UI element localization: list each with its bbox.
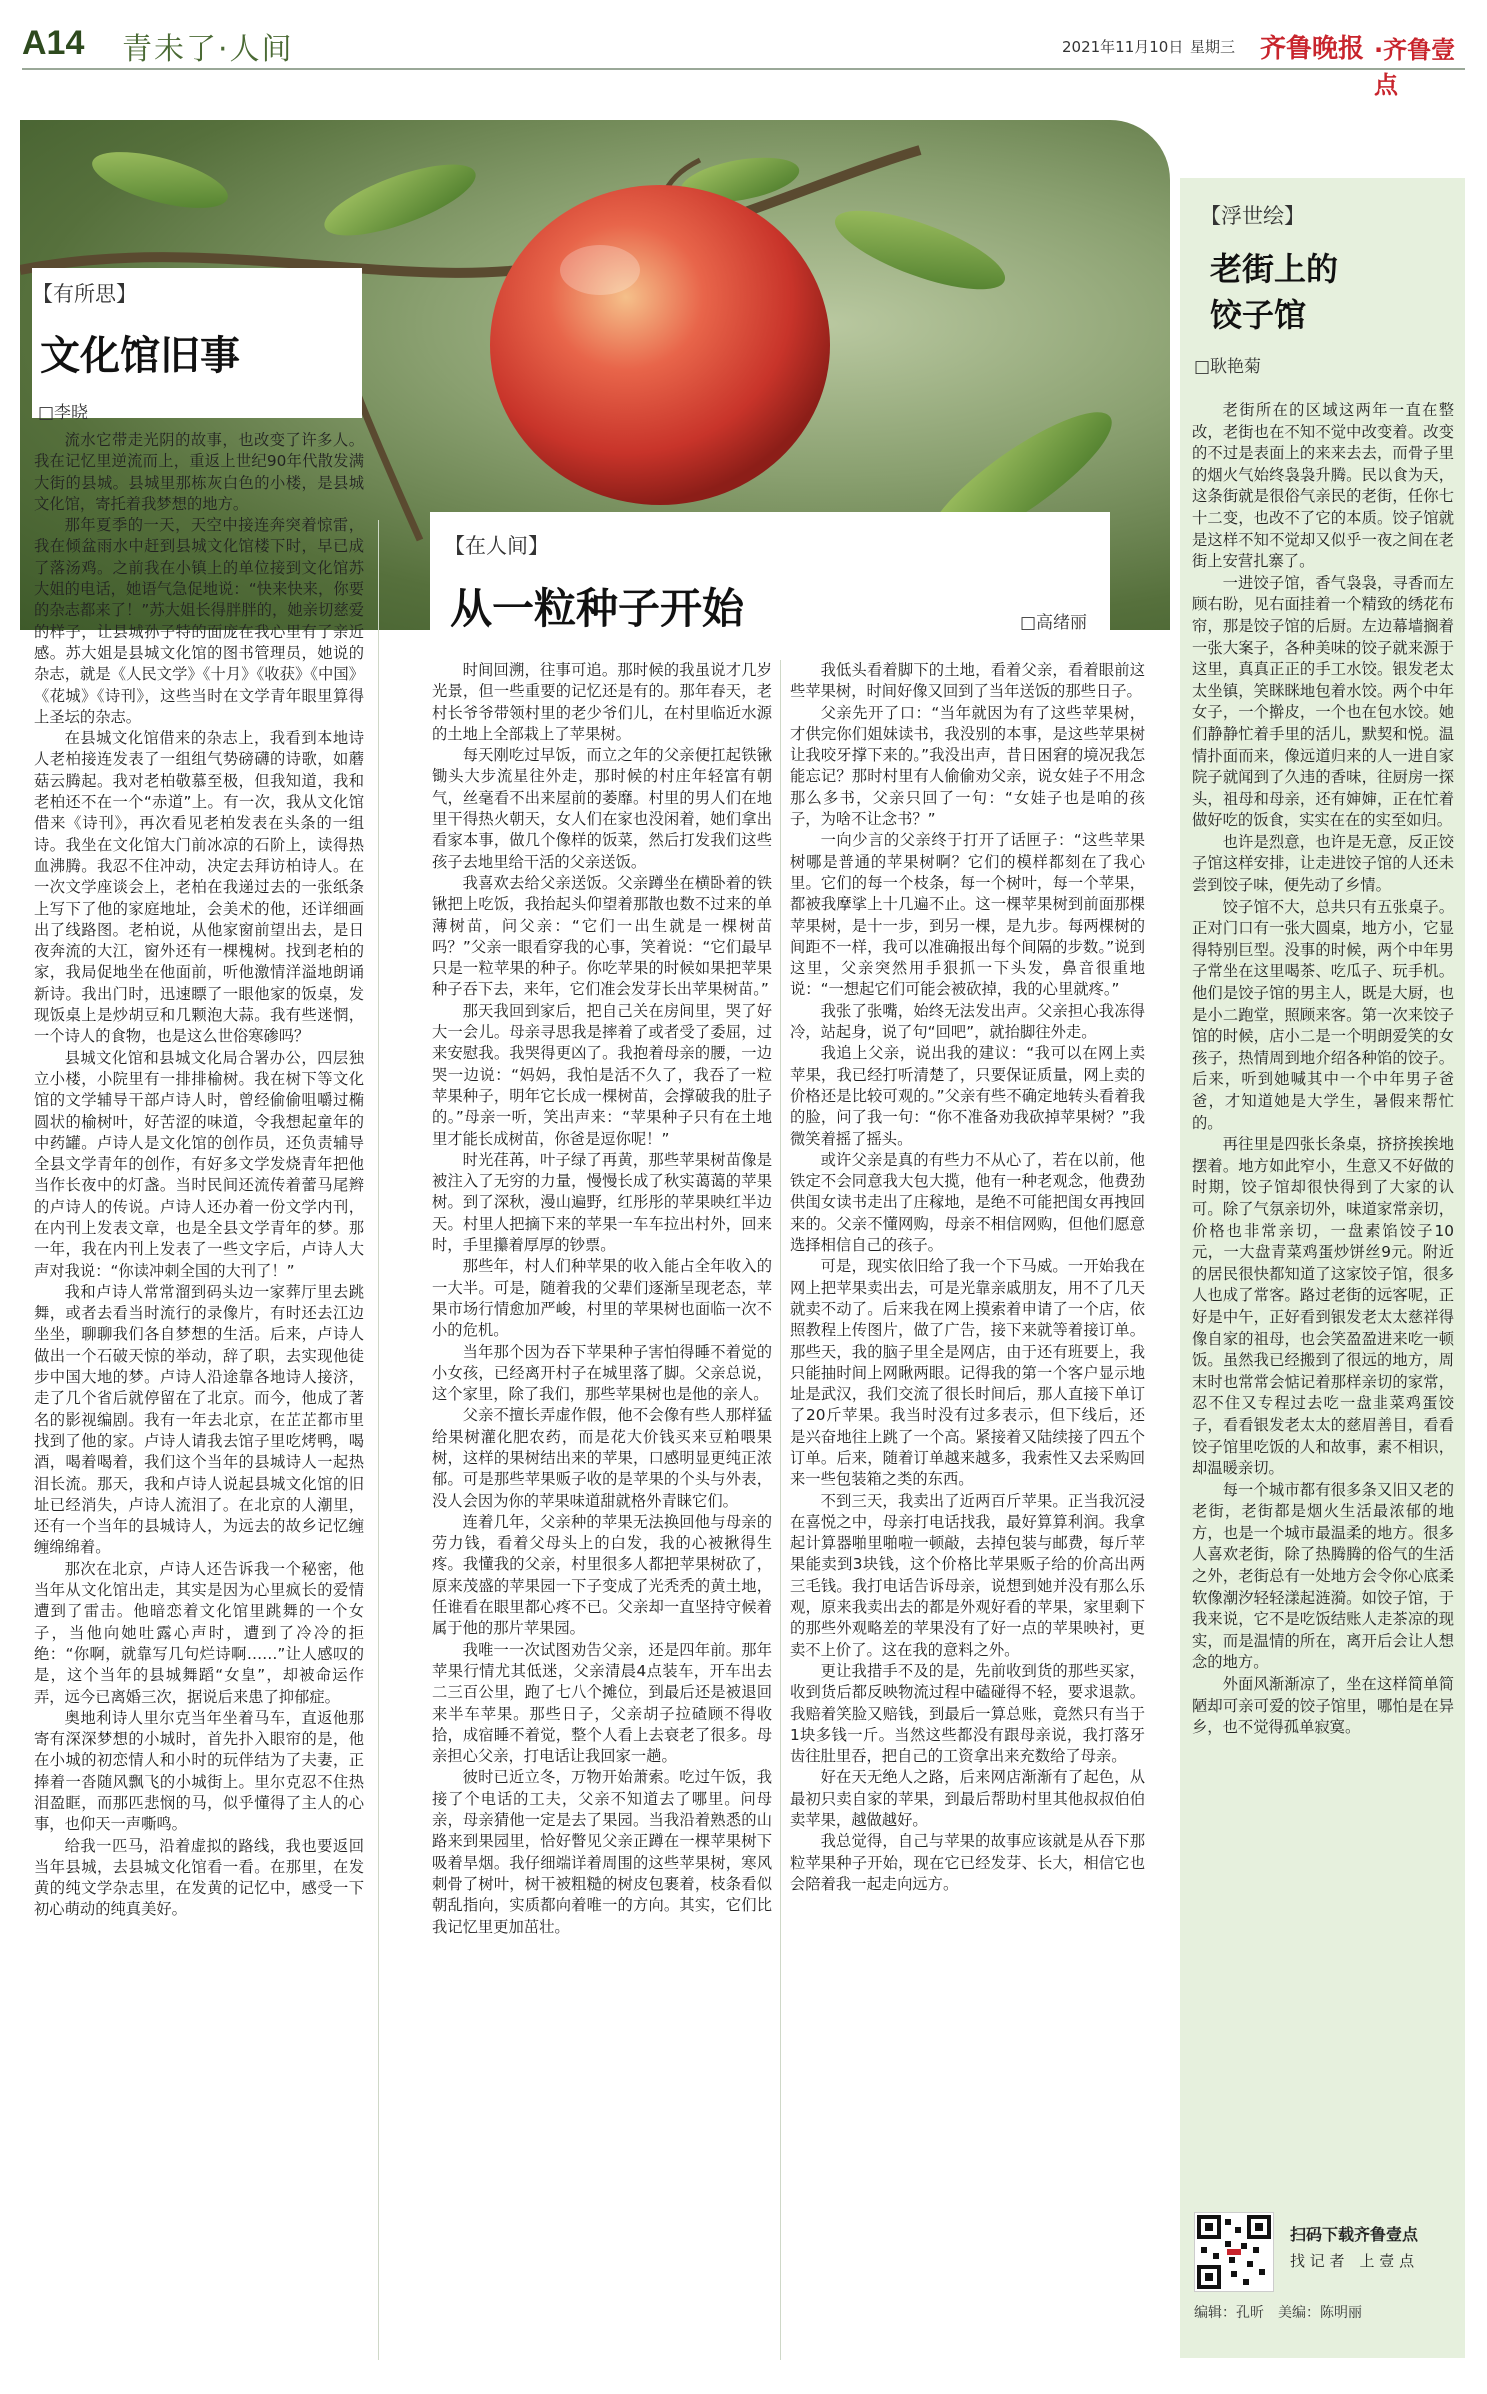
editor-credit: 编辑：孔昕 美编：陈明丽 [1194,2305,1362,2321]
article2-paragraph: 我张了张嘴，始终无法发出声。父亲担心我冻得冷，站起身，说了句“回吧”，就抬脚往外走。 [790,1001,1145,1042]
article2-paragraph: 或许父亲是真的有些力不从心了，若在以前，他铁定不会同意我大包大揽，他有一种老观念，他费劲供闺女读书走出了庄稼地，是绝不可能把闺女再拽回来的。父亲不懂网购，母亲不相信网购，但他们愿意选择相信自己的孩子。 [790,1150,1145,1255]
article1-paragraph: 在县城文化馆借来的杂志上，我看到本地诗人老柏接连发表了一组组气势磅礴的诗歌，如蘑菇云腾起。我对老柏敬慕至极，但我知道，我和老柏还不在一个“赤道”上。有一次，我从文化馆借来《诗刊》，再次看见老柏发表在头条的一组诗。我坐在文化馆大门前冰凉的石阶上，读得热血沸腾。我忍不住冲动，决定去拜访柏诗人。在一次文学座谈会上，老柏在我递过去的一张纸条上写下了他的家庭地址，会美术的他，还详细画出了线路图。老柏说，从他家窗前望出去，是日夜奔流的大江，窗外还有一棵槐树。找到老柏的家，我局促地坐在他面前，听他激情洋溢地朗诵新诗。我出门时，迅速瞟了一眼他家的饭桌，发现饭桌上是炒胡豆和几颗泡大蒜。我有些迷惘，一个诗人的食物，也是这么世俗寒碜吗？ [34,729,364,1046]
article2-paragraph: 我追上父亲，说出我的建议：“我可以在网上卖苹果，我已经打听清楚了，只要保证质量，网上卖的价格还是比较可观的。”父亲有些不确定地转头看着我的脸，问了我一句：“你不准备劝我砍掉苹果树？”我微笑着摇了摇头。 [790,1044,1145,1148]
article1-author: □李晓 [38,403,89,423]
page-header [22,22,1465,99]
article2-paragraph: 每天刚吃过早饭，而立之年的父亲便扛起铁锹锄头大步流星往外走，那时候的村庄年轻富有朝气，丝毫看不出来屋前的萎靡。村里的男人们在地里干得热火朝天，女人们在家也没闲着，她们拿出看家本事，做几个像样的饭菜，然后打发我们这些孩子去地里给干活的父亲送饭。 [432,746,772,871]
article2-paragraph: 我总觉得，自己与苹果的故事应该就是从吞下那粒苹果种子开始，现在它已经发芽、长大，相信它也会陪着我一起走向远方。 [790,1832,1145,1893]
qr-code[interactable] [1194,2212,1274,2292]
article2-paragraph: 父亲先开了口：“当年就因为有了这些苹果树，才供完你们姐妹读书，我没别的本事，是这些苹果树让我咬牙撑下来的。”我没出声，昔日困窘的境况我怎能忘记？那时村里有人偷偷劝父亲，说女娃子不用念那么多书，父亲只回了一句：“女娃子也是咱的孩子，为啥不让念书？” [790,703,1145,829]
article1-paragraph: 我和卢诗人常常溜到码头边一家葬厅里去跳舞，或者去看当时流行的录像片，有时还去江边坐坐，聊聊我们各自梦想的生活。后来，卢诗人做出一个石破天惊的举动，辞了职，去实现他徒步中国大地的梦。卢诗人沿途靠各地诗人接济，走了几个省后就停留在了北京。而今，他成了著名的影视编剧。我有一年去北京，在芷芷都市里找到了他的家。卢诗人请我去馆子里吃烤鸭，喝酒，喝着喝着，我们这个当年的县城诗人一起热泪长流。那天，我和卢诗人说起县城文化馆的旧址已经消失，卢诗人流泪了。在北京的人潮里，还有一个当年的县城诗人，为远去的故乡记忆缠缠绵绵着。 [34,1282,364,1557]
sidebar-title-line1: 老街上的 [1210,250,1339,288]
sidebar-paragraph: 饺子馆不大，总共只有五张桌子。正对门口有一张大圆桌，地方小，它显得特别巨型。没事的时候，两个中年男子常坐在这里喝茶、吃瓜子、玩手机。他们是饺子馆的男主人，既是大厨，也是小二跑堂，照顾来客。第一次来饺子馆的时候，店小二是一个明朗爱笑的女孩子，热情周到地介绍各种馅的饺子。后来，听到她喊其中一个中年男子爸爸，才知道她是大学生，暑假来帮忙的。 [1192,897,1454,1132]
article2-title: 从一粒种子开始 [450,584,745,633]
article2-author: □高绪丽 [1020,613,1088,633]
page-number: A14 [22,24,85,62]
issue-date: 2021年11月10日 [1062,38,1184,56]
qr-label: 扫码下载齐鲁壹点 [1290,2225,1419,2244]
issue-weekday: 星期三 [1190,38,1236,56]
article2-paragraph: 那些年，村人们种苹果的收入能占全年收入的一大半。可是，随着我的父辈们逐渐呈现老态，苹果市场行情愈加严峻，村里的苹果树也面临一次不小的危机。 [432,1257,772,1340]
article2-paragraph: 我喜欢去给父亲送饭。父亲蹲坐在横卧着的铁锹把上吃饭，我抬起头仰望着那散也数不过来的单薄树苗，问父亲：“它们一出生就是一棵树苗吗？”父亲一眼看穿我的心事，笑着说：“它们最早只是一粒苹果的种子。你吃苹果的时候如果把苹果种子吞下去，来年，它们准会发芽长出苹果树苗。” [432,873,772,999]
article2-paragraph: 更让我措手不及的是，先前收到货的那些买家，收到货后都反映物流过程中磕碰得不轻，要求退款。我赔着笑脸又赔钱，到最后一算总账，竟然只有当于1块多钱一斤。当然这些都没有跟母亲说，我打落牙齿往肚里吞，把自己的工资拿出来充数给了母亲。 [790,1661,1145,1766]
article2-paragraph: 彼时已近立冬，万物开始萧索。吃过午饭，我接了个电话的工夫，父亲不知道去了哪里。问母亲，母亲猜他一定是去了果园。当我沿着熟悉的山路来到果园里，恰好瞥见父亲正蹲在一棵苹果树下吸着旱烟。我仔细端详着周围的这些苹果树，寒风刺骨了树叶，树干被粗糙的树皮包裹着，枝条看似朝乱指向，实质都向着唯一的方向。其实，它们比我记忆里更加茁壮。 [432,1768,772,1936]
sidebar-paragraph: 每一个城市都有很多条又旧又老的老街，老街都是烟火生活最浓郁的地方，也是一个城市最温柔的地方。很多人喜欢老街，除了热腾腾的俗气的生活之外，老街总有一处地方会令你心底柔软像潮汐轻轻漾起涟漪。如饺子馆，于我来说，它不是吃饭结账人走茶凉的现实，而是温情的所在，离开后会让人想念的地方。 [1192,1480,1454,1672]
article2-paragraph: 好在天无绝人之路，后来网店渐渐有了起色，从最初只卖自家的苹果，到最后帮助村里其他叔叔伯伯卖苹果，越做越好。 [790,1768,1145,1830]
article2-paragraph: 时光荏苒，叶子绿了再黄，那些苹果树苗像是被注入了无穷的力量，慢慢长成了秋实蔼蔼的苹果树。到了深秋，漫山遍野，红彤彤的苹果映红半边天。村里人把摘下来的苹果一车车拉出村外，回来时，手里攥着厚厚的钞票。 [432,1150,772,1255]
sidebar-paragraph: 一进饺子馆，香气袅袅，寻香而左顾右盼，见右面挂着一个精致的绣花布帘，那是饺子馆的后厨。左边幕墙搁着一张大案子，各种美味的饺子就来源于这里，真真正正的手工水饺。银发老太太坐镇，笑眯眯地包着水饺。两个中年女子，一个擀皮，一个也在包水饺。她们静静忙着手里的活儿，默契和悦。温情扑面而来，像远道归来的人一进自家院子就闻到了久违的香味，往厨房一探头，祖母和母亲，还有婶婶，正在忙着做好吃的饭食，实实在在的实至如归。 [1192,573,1454,830]
qr-code-icon [1195,2213,1273,2291]
article1-paragraph: 那年夏季的一天，天空中接连奔突着惊雷，我在倾盆雨水中赶到县城文化馆楼下时，早已成了落汤鸡。之前我在小镇上的单位接到文化馆苏大姐的电话，她语气急促地说：“快来快来，你要的杂志都来了！”苏大姐长得胖胖的，她亲切慈爱的样子，让县城孙子特的面庞在我心里有了亲近感。苏大姐是县城文化馆的图书管理员，她说的杂志，就是《人民文学》《十月》《收获》《中国》《花城》《诗刊》，这些当时在文学青年眼里算得上圣坛的杂志。 [34,516,364,726]
article1-paragraph: 奥地利诗人里尔克当年坐着马车，直返他那寄有深深梦想的小城时，首先扑入眼帘的是，他在小城的初恋情人和小时的玩伴结为了夫妻，正捧着一沓随风飘飞的小城街上。里尔克忍不住热泪盈眶，而那匹悲悯的马，似乎懂得了主人的心事，也仰天一声嘶鸣。 [34,1708,364,1834]
sidebar-author: □耿艳菊 [1194,357,1262,377]
article1-paragraph: 给我一匹马，沿着虚拟的路线，我也要返回当年县城，去县城文化馆看一看。在那里，在发黄的纯文学杂志里，在发黄的记忆中，感受一下初心萌动的纯真美好。 [34,1836,364,1919]
article2-header [430,512,1110,642]
article2-body-col2 [790,660,1145,2360]
article2-paragraph: 当年那个因为吞下苹果种子害怕得睡不着觉的小女孩，已经离开村子在城里落了脚。父亲总说，这个家里，除了我们，那些苹果树也是他的亲人。 [432,1342,772,1404]
article2-paragraph: 那天我回到家后，把自己关在房间里，哭了好大一会儿。母亲寻思我是摔着了或者受了委屈，过来安慰我。我哭得更凶了。我抱着母亲的腰，一边哭一边说：“妈妈，我怕是活不久了，我吞了一粒苹果种子，明年它长成一棵树苗，会撑破我的肚子的。”母亲一听，笑出声来：“苹果种子只有在土地里才能长成树苗，你爸是逗你呢！” [432,1001,772,1148]
article1-paragraph: 县城文化馆和县城文化局合署办公，四层独立小楼，小院里有一排排榆树。我在树下等文化馆的文学辅导干部卢诗人时，曾经偷偷咀嚼过椭圆状的榆树叶，好苦涩的味道，令我想起童年的中药罐。卢诗人是文化馆的创作员，还负责辅导全县文学青年的创作，有好多文学发烧青年把他当作长夜中的灯盏。当时民间还流传着蕾马尾辫的卢诗人的传说。卢诗人还办着一份文学内刊，在内刊上发表文章，也是全县文学青年的梦。那一年，我在内刊上发表了一些文字后，卢诗人大声对我说：“你读冲刺全国的大刊了！” [34,1048,364,1280]
sidebar-tag: 【浮世绘】 [1200,204,1305,228]
article2-tag: 【在人间】 [444,534,549,558]
sidebar-body [1192,400,1454,2190]
article1-paragraph: 流水它带走光阴的故事，也改变了许多人。我在记忆里逆流而上，重返上世纪90年代散发满大街的县城。县城里那栋灰白色的小楼，是县城文化馆，寄托着我梦想的地方。 [34,431,364,513]
article2-paragraph: 时间回溯，往事可追。那时候的我虽说才几岁光景，但一些重要的记忆还是有的。那年春天，老村长爷爷带领村里的老少爷们儿，在村里临近水源的土地上全部栽上了苹果树。 [432,661,772,743]
article2-paragraph: 父亲不擅长弄虚作假，他不会像有些人那样猛给果树灌化肥农药，而是花大价钱买来豆粕喂果树，这样的果树结出来的苹果，口感明显更纯正浓郁。可是那些苹果贩子收的是苹果的个头与外表，没人会因为你的苹果味道甜就格外青睐它们。 [432,1406,772,1510]
article2-paragraph: 我唯一一次试图劝告父亲，还是四年前。那年苹果行情尤其低迷，父亲清晨4点装车，开车出去二三百公里，跑了七八个摊位，到最后还是被退回来半车苹果。那些日子，父亲胡子拉碴顾不得收拾，成宿睡不着觉，整个人看上去衰老了很多。母亲担心父亲，打电话让我回家一趟。 [432,1640,772,1766]
sidebar-paragraph: 再往里是四张长条桌，挤挤挨挨地摆着。地方如此窄小，生意又不好做的时期，饺子馆却很快得到了大家的认可。除了气氛亲切外，味道家常亲切，价格也非常亲切，一盘素馅饺子10元，一大盘青菜鸡蛋炒饼丝9元。附近的居民很快都知道了这家饺子馆，很多人也成了常客。路过老街的远客呢，正好是中午，正好看到银发老太太慈祥得像自家的祖母，也会笑盈盈进来吃一顿饭。虽然我已经搬到了很远的地方，周末时也常常会惦记着那样亲切的家常，忍不住又专程过去吃一盘韭菜鸡蛋饺子，看看银发老太太的慈眉善目，看看饺子馆里吃饭的人和故事，素不相识，却温暖亲切。 [1192,1135,1454,1478]
article2-paragraph: 可是，现实依旧给了我一个下马威。一开始我在网上把苹果卖出去，可是光靠亲戚朋友，用不了几天就卖不动了。后来我在网上摸索着申请了一个店，依照教程上传图片，做了广告，接下来就等着接订单。那些天，我的脑子里全是网店，由于还有班要上，我只能抽时间上网瞅两眼。记得我的第一个客户显示地址是武汉，我们交流了很长时间后，那人直接下单订了20斤苹果。我当时没有过多表示，但下线后，还是兴奋地往上跳了一个高。紧接着又陆续接了四五个订单。后来，随着订单越来越多，我索性又去采购回来一些包装箱之类的东西。 [790,1257,1145,1489]
article2-paragraph: 我低头看着脚下的土地，看着父亲，看着眼前这些苹果树，时间好像又回到了当年送饭的那些日子。 [790,661,1145,701]
section-name: 青未了·人间 [122,32,294,67]
article2-paragraph: 不到三天，我卖出了近两百斤苹果。正当我沉浸在喜悦之中，母亲打电话找我，最好算算利润。我拿起计算器啪里啪啦一顿敲，去掉包装与邮费，每斤苹果能卖到3块钱，这个价格比苹果贩子给的价高出两三毛钱。我打电话告诉母亲，说想到她并没有那么乐观，原来我卖出去的都是外观好看的苹果，家里剩下的那些外观略差的苹果没有了好一点的苹果映衬，更卖不上价了。这在我的意料之外。 [790,1491,1145,1659]
article1-tag: 【有所思】 [32,282,137,306]
column-divider [378,520,379,2360]
article1-title: 文化馆旧事 [40,333,240,379]
column-divider [780,660,781,2360]
article2-body-col1 [432,660,772,2360]
sidebar-paragraph: 也许是烈意，也许是无意，反正饺子馆这样安排，让走进饺子馆的人还未尝到饺子味，便先动了乡情。 [1192,832,1454,895]
sidebar-paragraph: 外面风渐渐凉了，坐在这样简单简陋却可亲可爱的饺子馆里，哪怕是在异乡，也不觉得孤单寂寞。 [1192,1675,1454,1737]
article1-paragraph: 那次在北京，卢诗人还告诉我一个秘密，他当年从文化馆出走，其实是因为心里疯长的爱情遭到了雷击。他暗恋着文化馆里跳舞的一个女子，当他向她吐露心声时，遭到了冷冷的拒绝：“你啊，就靠写几句烂诗啊……”让人感叹的是，这个当年的县城舞蹈“女皇”，却被命运作弄，远今已离婚三次，据说后来患了抑郁症。 [34,1559,364,1706]
sidebar-title-line2: 饺子馆 [1210,296,1307,334]
sidebar-paragraph: 老街所在的区域这两年一直在整改，老街也在不知不觉中改变着。改变的不过是表面上的来来去去，而骨子里的烟火气始终袅袅升腾。民以食为天，这条街就是很俗气亲民的老街，任你七十二变，也改不了它的本质。饺子馆就是这样不知不觉却又似乎一夜之间在老街上安营扎寨了。 [1192,401,1454,571]
brand-secondary: ·齐鲁壹点 [1374,36,1456,99]
article1-header [32,268,362,423]
article1-body [34,430,364,2360]
qr-sub-label: 找 记 者 上 壹 点 [1290,2252,1415,2270]
brand-logo: 齐鲁晚报 [1260,34,1365,64]
article2-paragraph: 一向少言的父亲终于打开了话匣子：“这些苹果树哪是普通的苹果树啊？它们的模样都刻在了我心里。它们的每一个枝条，每一个树叶，每一个苹果，都被我摩挲上十几遍不止。这一棵苹果树到前面那棵苹果树，是十一步，到另一棵，是九步。每两棵树的间距不一样，我可以准确报出每个间隔的步数。”说到这里，父亲突然用手狠抓一下头发，鼻音很重地说：“一想起它们可能会被砍掉，我的心里就疼。” [790,831,1145,999]
article2-paragraph: 连着几年，父亲种的苹果无法换回他与母亲的劳力钱，看着父母头上的白发，我的心被揪得生疼。我懂我的父亲，村里很多人都把苹果树砍了，原来茂盛的苹果园一下子变成了光秃秃的黄土地，任谁看在眼里都心疼不已。父亲却一直坚持守候着属于他的那片苹果园。 [432,1512,772,1638]
